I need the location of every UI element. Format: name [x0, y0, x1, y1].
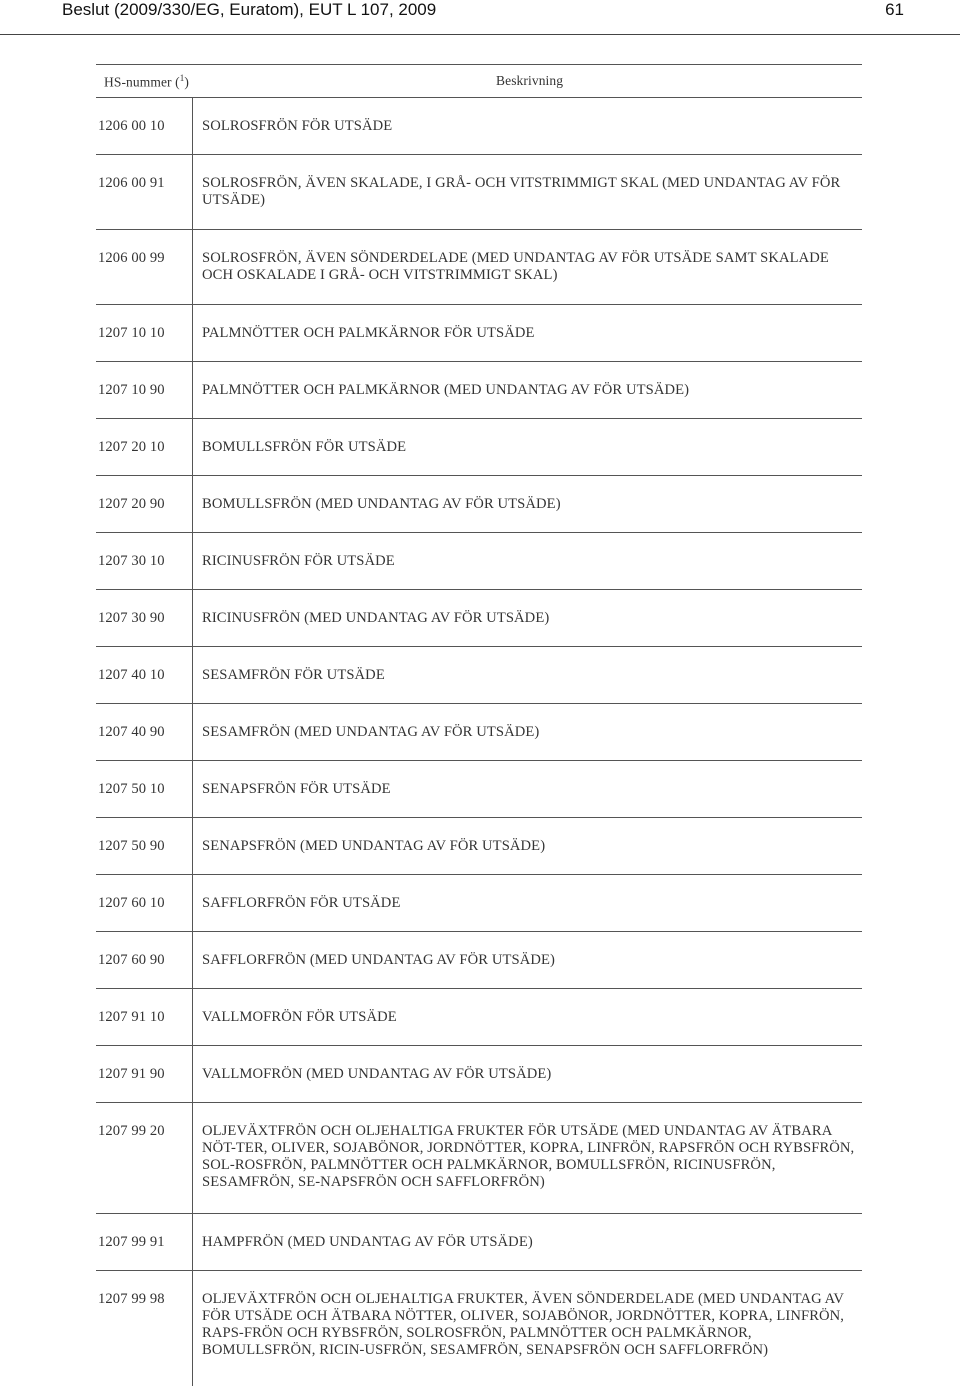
hs-code-cell: 1207 60 90	[98, 952, 165, 968]
table-header	[96, 64, 862, 98]
hs-code-cell: 1206 00 91	[98, 175, 165, 191]
table-row	[96, 155, 862, 230]
table-row	[96, 818, 862, 875]
description-cell: PALMNÖTTER OCH PALMKÄRNOR (MED UNDANTAG AV FÖR UTSÄDE)	[202, 382, 690, 398]
description-cell: SENAPSFRÖN FÖR UTSÄDE	[202, 781, 391, 797]
hs-code-cell: 1207 99 91	[98, 1234, 165, 1250]
table-row	[96, 761, 862, 818]
hs-code-cell: 1207 91 10	[98, 1009, 165, 1025]
table-row	[96, 362, 862, 419]
description-cell: SAFFLORFRÖN FÖR UTSÄDE	[202, 895, 401, 911]
description-cell: VALLMOFRÖN (MED UNDANTAG AV FÖR UTSÄDE)	[202, 1066, 552, 1082]
description-cell: RICINUSFRÖN (MED UNDANTAG AV FÖR UTSÄDE)	[202, 610, 550, 626]
hs-code-cell: 1207 40 90	[98, 724, 165, 740]
table-row	[96, 98, 862, 155]
column-header-hs-number: HS-nummer ($^1$)	[104, 73, 189, 90]
table-row	[96, 932, 862, 989]
hs-code-cell: 1207 20 90	[98, 496, 165, 512]
table-row	[96, 533, 862, 590]
hs-code-cell: 1207 50 90	[98, 838, 165, 854]
table-row	[96, 647, 862, 704]
table-row	[96, 1271, 862, 1381]
hs-code-cell: 1207 99 20	[98, 1123, 165, 1139]
table-body	[96, 98, 862, 1381]
hs-code-table	[96, 64, 862, 1381]
page-number: 61	[885, 0, 904, 19]
description-cell: SOLROSFRÖN, ÄVEN SKALADE, I GRÅ- OCH VITSTRIMMIGT SKAL (MED UNDANTAG AV FÖR UTSÄDE)	[202, 175, 841, 208]
description-cell: SESAMFRÖN FÖR UTSÄDE	[202, 667, 385, 683]
hs-code-cell: 1207 50 10	[98, 781, 165, 797]
hs-code-cell: 1206 00 10	[98, 118, 165, 134]
table-row	[96, 476, 862, 533]
table-row	[96, 419, 862, 476]
column-header-description: Beskrivning	[496, 73, 564, 88]
table-row	[96, 989, 862, 1046]
hs-code-cell: 1207 10 90	[98, 382, 165, 398]
description-cell: OLJEVÄXTFRÖN OCH OLJEHALTIGA FRUKTER, ÄVEN SÖNDERDELADE (MED UNDANTAG AV FÖR UTSÄDE OCH ÄTBARA NÖTTER, OLIVER, SOJABÖNOR, JORDNÖTTER, KOPRA, LINFRÖN, RAPS-FRÖN OCH RYBSFRÖN, SOLROSFRÖN, PALMNÖTTER OCH PALMKÄRNOR, BOMULLSFRÖN, RICIN-USFRÖN, SESAMFRÖN, SENAPSFRÖN OCH SAFFLORFRÖN)	[202, 1291, 845, 1358]
table-row	[96, 1103, 862, 1214]
description-cell: VALLMOFRÖN FÖR UTSÄDE	[202, 1009, 397, 1025]
description-cell: SENAPSFRÖN (MED UNDANTAG AV FÖR UTSÄDE)	[202, 838, 546, 854]
table-row	[96, 704, 862, 761]
description-cell: SESAMFRÖN (MED UNDANTAG AV FÖR UTSÄDE)	[202, 724, 540, 740]
description-cell: RICINUSFRÖN FÖR UTSÄDE	[202, 553, 395, 569]
table-row	[96, 305, 862, 362]
description-cell: SOLROSFRÖN, ÄVEN SÖNDERDELADE (MED UNDANTAG AV FÖR UTSÄDE SAMT SKALADE OCH OSKALADE I GRÅ- OCH VITSTRIMMIGT SKAL)	[202, 250, 829, 283]
hs-code-cell: 1207 60 10	[98, 895, 165, 911]
footnote-marker: 1	[179, 73, 185, 83]
document-title: Beslut (2009/330/EG, Euratom), EUT L 107, 2009	[62, 0, 437, 19]
description-cell: PALMNÖTTER OCH PALMKÄRNOR FÖR UTSÄDE	[202, 325, 535, 341]
description-cell: SAFFLORFRÖN (MED UNDANTAG AV FÖR UTSÄDE)	[202, 952, 555, 968]
table-row	[96, 1046, 862, 1103]
table-row	[96, 1214, 862, 1271]
hs-code-cell: 1207 30 90	[98, 610, 165, 626]
description-cell: HAMPFRÖN (MED UNDANTAG AV FÖR UTSÄDE)	[202, 1234, 533, 1250]
description-cell: SOLROSFRÖN FÖR UTSÄDE	[202, 118, 393, 134]
page-header	[0, 0, 960, 35]
hs-code-cell: 1207 99 98	[98, 1291, 165, 1307]
hs-code-cell: 1206 00 99	[98, 250, 165, 266]
hs-code-cell: 1207 91 90	[98, 1066, 165, 1082]
description-cell: BOMULLSFRÖN (MED UNDANTAG AV FÖR UTSÄDE)	[202, 496, 561, 512]
table-row	[96, 875, 862, 932]
table-row	[96, 230, 862, 305]
hs-code-cell: 1207 10 10	[98, 325, 165, 341]
hs-code-cell: 1207 40 10	[98, 667, 165, 683]
hs-code-cell: 1207 20 10	[98, 439, 165, 455]
description-cell: BOMULLSFRÖN FÖR UTSÄDE	[202, 439, 407, 455]
description-cell: OLJEVÄXTFRÖN OCH OLJEHALTIGA FRUKTER FÖR UTSÄDE (MED UNDANTAG AV ÄTBARA NÖT-TER, OLIVER, SOJABÖNOR, JORDNÖTTER, KOPRA, LINFRÖN, RAPSFRÖN OCH RYBSFRÖN, SOL-ROSFRÖN, PALMNÖTTER OCH PALMKÄRNOR, BOMULLSFRÖN, RICINUSFRÖN, SESAMFRÖN, SE-NAPSFRÖN OCH SAFFLORFRÖN)	[202, 1123, 855, 1190]
hs-code-cell: 1207 30 10	[98, 553, 165, 569]
table-row	[96, 590, 862, 647]
